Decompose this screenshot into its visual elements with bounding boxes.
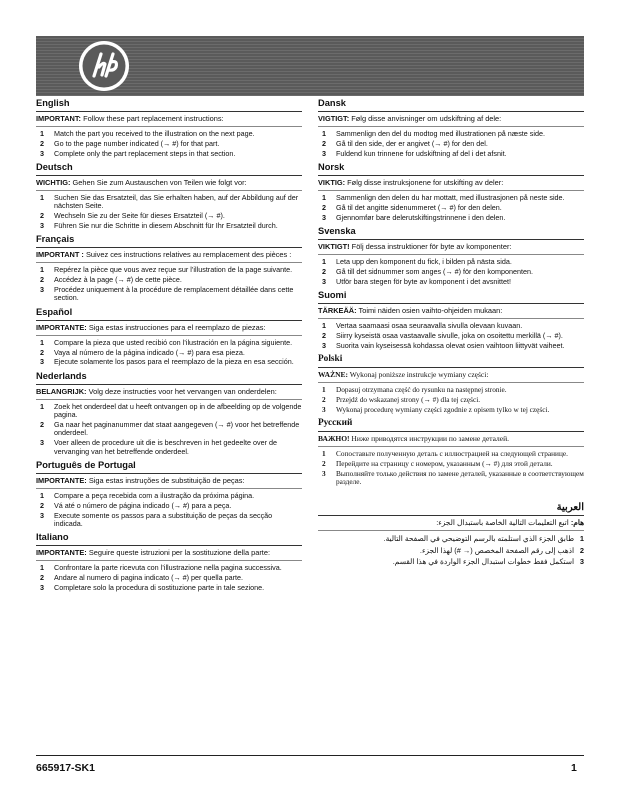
step-text: Complete only the part replacement steps in that section. bbox=[54, 148, 236, 158]
language-heading: Suomi bbox=[318, 290, 584, 304]
step-item bbox=[36, 222, 302, 230]
important-note bbox=[36, 114, 302, 127]
step-text: Führen Sie nur die Schritte in diesem Abschnitt für Ihr Ersatzteil durch. bbox=[54, 221, 278, 230]
step-number: 3 bbox=[322, 340, 326, 350]
steps-list bbox=[36, 564, 302, 592]
important-label: ВАЖНО! bbox=[318, 434, 350, 443]
step-text: Ga naar het paginanummer dat staat aangegeven (→ #) voor het betreffende onderdeel. bbox=[54, 420, 300, 438]
step-item bbox=[36, 140, 302, 148]
language-section bbox=[318, 162, 584, 222]
step-text: Dopasuj otrzymana część do rysunku na następnej stronie. bbox=[336, 385, 507, 394]
step-item bbox=[36, 358, 302, 366]
important-note bbox=[318, 178, 584, 191]
step-text: Compare a peça recebida com a ilustração da próxima página. bbox=[54, 491, 255, 501]
document-code: 665917-SK1 bbox=[36, 762, 95, 774]
important-note bbox=[36, 178, 302, 191]
step-text: Fuldend kun trinnene for udskiftning af del i det afsnit. bbox=[336, 148, 507, 158]
step-text: Execute somente os passos para a substituição de peças da secção indicada. bbox=[54, 510, 273, 529]
steps-list bbox=[318, 534, 584, 567]
important-note bbox=[318, 114, 584, 127]
important-text: Wykonaj poniższe instrukcje wymiany części: bbox=[348, 370, 489, 379]
step-item bbox=[318, 342, 584, 350]
step-item bbox=[36, 512, 302, 529]
step-item bbox=[318, 546, 584, 556]
step-item bbox=[318, 150, 584, 158]
step-text: Accédez à la page (→ #) de cette pièce. bbox=[54, 275, 182, 285]
important-text: Toimi näiden osien vaihto-ohjeiden mukaan: bbox=[356, 306, 503, 315]
step-number: 1 bbox=[322, 385, 326, 394]
step-text: استكمل فقط خطوات استبدال الجزء الواردة في هذا القسم. bbox=[392, 557, 574, 567]
step-item bbox=[36, 276, 302, 284]
step-text: Vá até o número de página indicado (→ #) para a peça. bbox=[54, 500, 232, 510]
step-text: Andare al numero di pagina indicato (→ #) per quella parte. bbox=[54, 573, 243, 583]
step-item bbox=[318, 332, 584, 340]
important-label: IMPORTANT : bbox=[36, 250, 84, 260]
step-text: Wykonaj procedurę wymiany części zgodnie z opisem tylko w tej części. bbox=[336, 404, 550, 414]
important-note bbox=[318, 434, 584, 447]
step-number: 1 bbox=[40, 265, 44, 275]
important-text: Ниже приводятся инструкции по замене деталей. bbox=[349, 434, 509, 443]
step-text: Suchen Sie das Ersatzteil, das Sie erhalten haben, auf der Abbildung auf der nächsten Seite. bbox=[54, 193, 299, 211]
step-item bbox=[36, 492, 302, 500]
step-number: 3 bbox=[40, 221, 44, 230]
step-number: 2 bbox=[322, 458, 326, 468]
step-number: 1 bbox=[40, 563, 44, 573]
step-item bbox=[36, 564, 302, 572]
step-number: 3 bbox=[40, 583, 44, 593]
step-number: 1 bbox=[40, 193, 44, 202]
step-item bbox=[318, 460, 584, 468]
important-text: Siga estas instrucciones para el reemplazo de piezas: bbox=[86, 322, 266, 332]
step-text: Voer alleen de procedure uit die is beschreven in het gedeelte over de vervanging van het betreffende onderdeel. bbox=[54, 438, 277, 456]
step-number: 1 bbox=[322, 193, 326, 202]
step-text: Vertaa saamaasi osaa seuraavalla sivulla olevaan kuvaan. bbox=[336, 321, 523, 330]
language-heading: Italiano bbox=[36, 532, 302, 546]
step-number: 2 bbox=[40, 211, 44, 221]
step-text: Suorita vain kyseisessä kohdassa olevat osien vaihtoon liittyvät vaiheet. bbox=[336, 340, 565, 350]
step-text: Utför bara stegen för byte av komponent i det avsnittet! bbox=[336, 276, 511, 286]
step-item bbox=[318, 278, 584, 286]
step-item bbox=[36, 584, 302, 592]
language-heading: English bbox=[36, 98, 302, 112]
step-number: 1 bbox=[40, 129, 44, 138]
language-section bbox=[318, 418, 584, 486]
important-text: Følg disse anvisninger om udskiftning af dele: bbox=[349, 114, 502, 123]
step-text: Перейдите на страницу с номером, указанным (→ #) для этой детали. bbox=[336, 458, 553, 468]
language-heading: العربية bbox=[318, 502, 584, 516]
important-label: VIKTIGT! bbox=[318, 242, 350, 251]
step-text: Выполняйте только действия по замене деталей, указанные в соответствующем разделе. bbox=[336, 468, 584, 486]
step-text: طابق الجزء الذي استلمته بالرسم التوضيحي في الصفحة التالية. bbox=[383, 534, 574, 544]
language-heading: Русский bbox=[318, 418, 584, 432]
important-text: اتبع التعليمات التالية الخاصة باستبدال الجزء: bbox=[436, 518, 571, 528]
step-number: 3 bbox=[322, 276, 326, 286]
page-number: 1 bbox=[571, 762, 577, 774]
important-label: VIKTIG: bbox=[318, 178, 346, 187]
language-section bbox=[36, 162, 302, 230]
step-text: Repérez la pièce que vous avez reçue sur l’illustration de la page suivante. bbox=[54, 265, 293, 275]
step-number: 2 bbox=[322, 138, 326, 148]
step-text: Gå till det sidnummer som anges (→ #) för den komponenten. bbox=[336, 266, 533, 276]
step-number: 1 bbox=[579, 534, 584, 544]
step-text: Sammenlign den delen du har mottatt, med illustrasjonen på neste side. bbox=[336, 193, 565, 202]
important-label: IMPORTANT: bbox=[36, 114, 82, 123]
step-item bbox=[318, 130, 584, 138]
step-number: 2 bbox=[40, 275, 44, 285]
steps-list bbox=[36, 339, 302, 367]
step-item bbox=[318, 534, 584, 544]
step-text: Leta upp den komponent du fick, i bilden på nästa sida. bbox=[336, 257, 512, 266]
language-section bbox=[36, 532, 302, 592]
important-note bbox=[36, 387, 302, 400]
step-item bbox=[36, 502, 302, 510]
step-item bbox=[318, 450, 584, 458]
step-item bbox=[36, 212, 302, 220]
important-label: IMPORTANTE: bbox=[36, 322, 87, 332]
step-text: Zoek het onderdeel dat u heeft ontvangen op in de afbeelding op de volgende pagina. bbox=[54, 401, 302, 420]
important-text: Følg disse instruksjonene for utskifting av deler: bbox=[345, 178, 504, 187]
language-section bbox=[36, 98, 302, 158]
step-text: Completare solo la procedura di sostituzione parte in tale sezione. bbox=[54, 583, 265, 593]
step-item bbox=[36, 421, 302, 438]
steps-list bbox=[318, 194, 584, 222]
steps-list bbox=[318, 322, 584, 350]
important-label: هام: bbox=[570, 518, 584, 528]
step-number: 3 bbox=[322, 468, 326, 478]
step-number: 2 bbox=[579, 545, 584, 555]
step-text: Go to the page number indicated (→ #) for that part. bbox=[54, 138, 220, 148]
step-number: 3 bbox=[40, 357, 44, 367]
step-text: Sammenlign den del du modtog med illustrationen på næste side. bbox=[336, 129, 545, 138]
important-note bbox=[36, 250, 302, 263]
step-item bbox=[36, 349, 302, 357]
step-item bbox=[318, 396, 584, 404]
language-section bbox=[36, 307, 302, 367]
step-text: Match the part you received to the illustration on the next page. bbox=[54, 129, 255, 138]
step-number: 2 bbox=[322, 266, 326, 276]
step-item bbox=[318, 258, 584, 266]
important-label: WICHTIG: bbox=[36, 178, 71, 187]
step-number: 1 bbox=[322, 449, 326, 458]
important-text: Volg deze instructies voor het vervangen van onderdelen: bbox=[86, 386, 277, 396]
language-heading: Polski bbox=[318, 354, 584, 368]
step-number: 1 bbox=[322, 257, 326, 266]
steps-list bbox=[36, 266, 302, 302]
important-text: Seguire queste istruzioni per la sostituzione della parte: bbox=[86, 548, 271, 558]
important-label: BELANGRIJK: bbox=[36, 386, 87, 396]
step-text: Gjennomfør bare delerutskiftingstrinnene i den delen. bbox=[336, 212, 506, 222]
step-number: 2 bbox=[40, 347, 44, 357]
step-text: Gå til den side, der er angivet (→ #) for den del. bbox=[336, 138, 488, 148]
language-heading: Svenska bbox=[318, 226, 584, 240]
language-section bbox=[36, 460, 302, 528]
step-number: 2 bbox=[40, 138, 44, 148]
steps-list bbox=[318, 258, 584, 286]
step-text: Gå til det angitte sidenummeret (→ #) for den delen. bbox=[336, 202, 502, 212]
step-number: 2 bbox=[322, 394, 326, 404]
steps-list bbox=[36, 492, 302, 528]
important-text: Follow these part replacement instructions: bbox=[81, 114, 224, 123]
important-label: VIGTIGT: bbox=[318, 114, 350, 123]
step-item bbox=[36, 194, 302, 211]
step-text: Vaya al número de la página indicado (→ #) para esa pieza. bbox=[54, 347, 245, 357]
step-item bbox=[36, 130, 302, 138]
important-note bbox=[36, 476, 302, 489]
step-number: 3 bbox=[40, 148, 44, 158]
steps-list bbox=[36, 194, 302, 230]
important-label: WAŻNE: bbox=[318, 370, 349, 379]
important-note bbox=[318, 370, 584, 383]
language-section bbox=[36, 371, 302, 456]
step-text: Ejecute solamente los pasos para el reemplazo de la pieza en esa sección. bbox=[54, 357, 294, 367]
language-heading: Português de Portugal bbox=[36, 460, 302, 474]
step-item bbox=[318, 470, 584, 487]
step-number: 3 bbox=[322, 404, 326, 414]
language-heading: Dansk bbox=[318, 98, 584, 112]
language-section bbox=[36, 234, 302, 302]
important-text: Siga estas instruções de substituição de peças: bbox=[86, 476, 245, 486]
step-text: Сопоставьте полученную деталь с иллюстрацией на следующей странице. bbox=[336, 449, 568, 458]
step-text: Confrontare la parte ricevuta con l’illustrazione nella pagina successiva. bbox=[54, 563, 282, 573]
step-item bbox=[36, 150, 302, 158]
important-text: Följ dessa instruktioner för byte av komponenter: bbox=[349, 242, 512, 251]
step-text: اذهب إلى رقم الصفحة المخصص (→ #) لهذا الجزء. bbox=[419, 545, 574, 555]
step-item bbox=[36, 266, 302, 274]
step-item bbox=[318, 386, 584, 394]
step-number: 3 bbox=[322, 148, 326, 158]
language-heading: Español bbox=[36, 307, 302, 321]
language-section bbox=[318, 290, 584, 350]
step-number: 1 bbox=[40, 337, 44, 347]
step-item bbox=[318, 204, 584, 212]
left-column bbox=[36, 98, 302, 596]
steps-list bbox=[36, 130, 302, 158]
steps-list bbox=[36, 403, 302, 456]
step-text: Procédez uniquement à la procédure de remplacement détaillée dans cette section. bbox=[54, 285, 294, 303]
step-item bbox=[318, 406, 584, 414]
step-item bbox=[318, 557, 584, 567]
important-note bbox=[36, 323, 302, 336]
language-section bbox=[318, 354, 584, 414]
language-section bbox=[318, 226, 584, 286]
step-text: Compare la pieza que usted recibió con l’ilustración en la página siguiente. bbox=[54, 337, 293, 347]
important-label: IMPORTANTE: bbox=[36, 476, 87, 486]
step-item bbox=[36, 403, 302, 420]
right-column bbox=[318, 98, 584, 571]
hp-logo-icon bbox=[78, 40, 130, 92]
step-number: 2 bbox=[322, 202, 326, 212]
step-number: 2 bbox=[322, 330, 326, 340]
important-note bbox=[318, 306, 584, 319]
important-note bbox=[318, 518, 584, 531]
language-heading: Norsk bbox=[318, 162, 584, 176]
important-text: Suivez ces instructions relatives au remplacement des pièces : bbox=[83, 250, 292, 260]
important-note bbox=[36, 548, 302, 561]
step-item bbox=[318, 194, 584, 202]
step-number: 2 bbox=[40, 420, 44, 430]
step-number: 1 bbox=[40, 491, 44, 501]
step-item bbox=[318, 140, 584, 148]
language-heading: Nederlands bbox=[36, 371, 302, 385]
important-text: Gehen Sie zum Austauschen von Teilen wie folgt vor: bbox=[70, 178, 247, 187]
step-item bbox=[318, 214, 584, 222]
step-number: 2 bbox=[40, 573, 44, 583]
step-number: 3 bbox=[322, 212, 326, 222]
language-heading: Français bbox=[36, 234, 302, 248]
step-number: 3 bbox=[40, 438, 44, 448]
language-section bbox=[318, 98, 584, 158]
step-number: 3 bbox=[579, 557, 584, 567]
step-item bbox=[318, 268, 584, 276]
step-text: Przejdź do wskazanej strony (→ #) dla tej części. bbox=[336, 394, 481, 404]
step-item bbox=[36, 439, 302, 456]
step-text: Wechseln Sie zu der Seite für dieses Ersatzteil (→ #). bbox=[54, 211, 225, 221]
language-section bbox=[318, 502, 584, 567]
footer-rule bbox=[36, 755, 584, 756]
step-item bbox=[36, 339, 302, 347]
step-item bbox=[36, 286, 302, 303]
step-number: 3 bbox=[40, 285, 44, 294]
steps-list bbox=[318, 130, 584, 158]
step-text: Siirry kyseistä osaa vastaavalle sivulle, joka on osoitettu merkillä (→ #). bbox=[336, 330, 563, 340]
steps-list bbox=[318, 386, 584, 414]
step-number: 3 bbox=[40, 510, 44, 520]
language-heading: Deutsch bbox=[36, 162, 302, 176]
step-number: 1 bbox=[322, 321, 326, 330]
step-item bbox=[318, 322, 584, 330]
step-number: 2 bbox=[40, 500, 44, 510]
important-note bbox=[318, 242, 584, 255]
step-item bbox=[36, 574, 302, 582]
important-label: TÄRKEÄÄ: bbox=[318, 306, 357, 315]
step-number: 1 bbox=[40, 401, 44, 411]
steps-list bbox=[318, 450, 584, 486]
important-label: IMPORTANTE: bbox=[36, 548, 87, 558]
step-number: 1 bbox=[322, 129, 326, 138]
